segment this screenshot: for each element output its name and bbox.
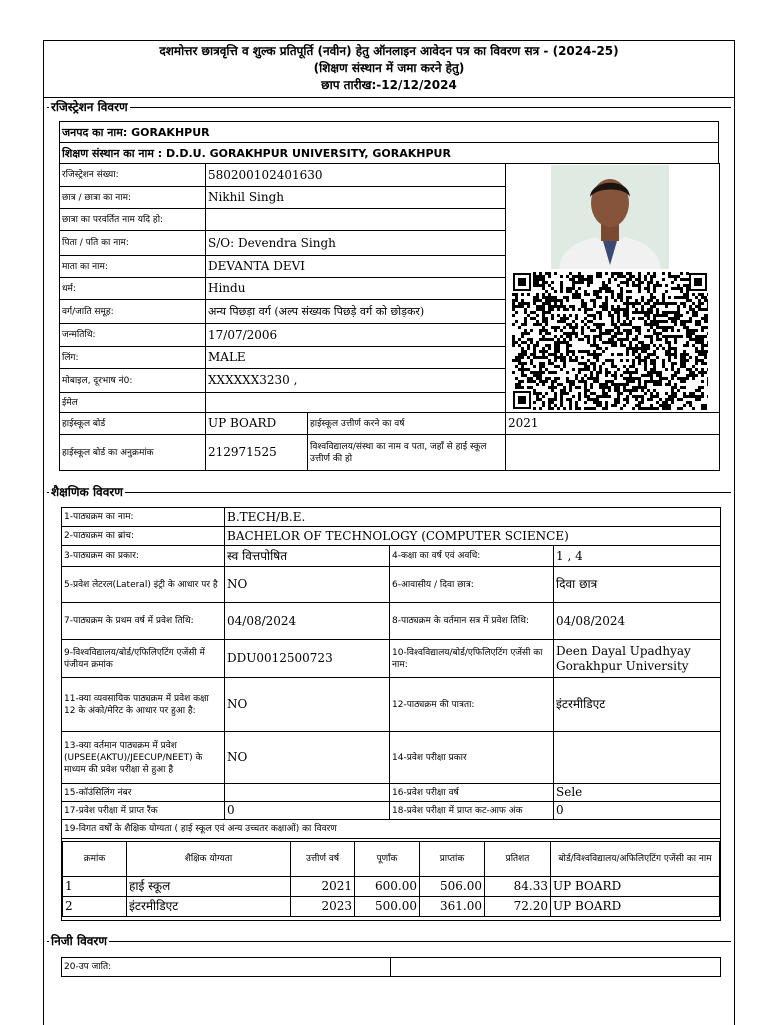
pair-label: 6-आवासीय / दिवा छात्र: (390, 567, 554, 603)
pair-label: 18-प्रवेश परीक्षा में प्राप्त कट-आफ अंक (390, 802, 554, 820)
col-header: क्रमांक (63, 842, 127, 877)
pair-label: 14-प्रवेश परीक्षा प्रकार (390, 732, 554, 784)
date-of-birth: 17/07/2006 (206, 324, 506, 347)
cell-year: 2021 (291, 877, 355, 897)
reg-label: ईमेल (60, 393, 206, 413)
col-header: प्राप्तांक (420, 842, 485, 877)
col-header: प्रतिशत (485, 842, 551, 877)
pair-label: 3-पाठ्यक्रम का प्रकार: (62, 546, 225, 567)
reg-label: जन्मतिथि: (60, 324, 206, 347)
branch-value: BACHELOR OF TECHNOLOGY (COMPUTER SCIENCE) (225, 527, 721, 546)
cell-obtained: 506.00 (420, 877, 485, 897)
reg-label: माता का नाम: (60, 256, 206, 278)
cell-year: 2023 (291, 897, 355, 917)
pair-value: DDU0012500723 (225, 640, 390, 678)
cell-percent: 72.20 (485, 897, 551, 917)
cell-percent: 84.33 (485, 877, 551, 897)
academic-section (47, 485, 731, 969)
father-name: S/O: Devendra Singh (206, 231, 506, 256)
reg-label: पिता / पति का नाम: (60, 231, 206, 256)
pair-label: 11-क्या व्यवसायिक पाठ्यक्रम में प्रवेश कक्षा 12 के अंको/मेरिट के आधार पर हुआ है: (62, 678, 225, 732)
past-education-cell (62, 839, 721, 921)
col-header: बोर्ड/विश्वविद्यालय/अफिलिएटिंग एजेंसी का नाम (551, 842, 720, 877)
pair-label: 16-प्रवेश परीक्षा वर्ष (390, 784, 554, 802)
registration-header-table (59, 121, 719, 164)
caste-group: अन्य पिछड़ा वर्ग (अल्प संख्यक पिछड़े वर्ग को छोड़कर) (206, 300, 506, 324)
pair-value: स्व वित्तपोषित (225, 546, 390, 567)
hs-univ-value (506, 435, 720, 471)
table-row (63, 877, 720, 897)
personal-legend: निजी विवरण (51, 934, 107, 948)
pair-label: 4-कक्षा का वर्ष एवं अवधि: (390, 546, 554, 567)
reg-label: रजिस्ट्रेशन संख्या: (60, 164, 206, 187)
pair-label: 15-कॉउंसिलिंग नंबर (62, 784, 225, 802)
form-subtitle: (शिक्षण संस्थान में जमा करने हेतु) (313, 61, 465, 75)
personal-section (47, 934, 731, 1022)
pair-value: 1 , 4 (554, 546, 721, 567)
pair-label: 7-पाठ्यक्रम के प्रथम वर्ष में प्रवेश तिथि: (62, 603, 225, 640)
pair-value: NO (225, 567, 390, 603)
cell-board: UP BOARD (551, 897, 720, 917)
pair-value: 0 (225, 802, 390, 820)
pair-value: 0 (554, 802, 721, 820)
pair-label: 13-क्या वर्तमान पाठ्यक्रम में प्रवेश (UPSEE(AKTU)/JEECUP/NEET) के माध्यम की प्रवेश परीक्षा से हुआ है (62, 732, 225, 784)
pair-value (225, 784, 390, 802)
header-divider (44, 97, 734, 98)
subcaste-value (391, 958, 721, 977)
hs-roll-value: 212971525 (206, 435, 308, 471)
col-header: शैक्षिक योग्यता (127, 842, 291, 877)
pair-label: 17-प्रवेश परीक्षा में प्राप्त रैंक (62, 802, 225, 820)
form-header (44, 41, 734, 94)
pair-value: 04/08/2024 (554, 603, 721, 640)
personal-table (61, 957, 721, 977)
application-form (43, 40, 735, 1025)
past-education-title: 19-विगत वर्षों के शैक्षिक योग्यता ( हाई स्कूल एवं अन्य उच्चतर कक्षाओं) का विवरण (62, 820, 721, 839)
reg-label: छात्र / छात्रा का नाम: (60, 187, 206, 209)
registration-section (47, 100, 731, 484)
registration-legend: रजिस्ट्रेशन विवरण (51, 100, 128, 114)
hs-year-label: हाईस्कूल उत्तीर्ण करने का वर्ष (308, 413, 506, 435)
cell-obtained: 361.00 (420, 897, 485, 917)
pair-label: 9-विश्वविद्यालय/बोर्ड/एफिलिएटिंग एजेंसी में पंजीयन क्रमांक (62, 640, 225, 678)
cell-board: UP BOARD (551, 877, 720, 897)
pair-value: इंटरमीडिएट (554, 678, 721, 732)
cell-qualification: इंटरमीडिएट (127, 897, 291, 917)
hs-board-value: UP BOARD (206, 413, 308, 435)
changed-name (206, 209, 506, 231)
institute-name: शिक्षण संस्थान का नाम : D.D.U. GORAKHPUR UNIVERSITY, GORAKHPUR (60, 143, 719, 164)
cell-serial: 1 (63, 877, 127, 897)
cell-max-marks: 600.00 (355, 877, 420, 897)
mother-name: DEVANTA DEVI (206, 256, 506, 278)
cell-serial: 2 (63, 897, 127, 917)
table-row (63, 897, 720, 917)
email (206, 393, 506, 413)
cell-max-marks: 500.00 (355, 897, 420, 917)
reg-label: छात्रा का परवर्तित नाम यदि हो: (60, 209, 206, 231)
reg-label: धर्म: (60, 278, 206, 300)
academic-legend: शैक्षणिक विवरण (51, 485, 123, 499)
student-photo (551, 165, 669, 269)
pair-label: 5-प्रवेश लेटरल(Lateral) इंट्री के आधार पर है (62, 567, 225, 603)
pair-label: 12-पाठ्यक्रम की पात्रता: (390, 678, 554, 732)
hs-univ-label: विश्वविद्यालय/संस्था का नाम व पता, जहाँ से हाई स्कूल उत्तीर्ण की हो (308, 435, 506, 471)
reg-label: लिंग: (60, 347, 206, 369)
branch-label: 2-पाठ्यक्रम का ब्रांच: (62, 527, 225, 546)
photo-qr-cell (506, 164, 720, 413)
registration-table (59, 163, 720, 471)
student-name: Nikhil Singh (206, 187, 506, 209)
qr-code (512, 272, 708, 410)
reg-label: वर्ग/जाति समूह: (60, 300, 206, 324)
hs-roll-label: हाईस्कूल बोर्ड का अनुक्रमांक (60, 435, 206, 471)
pair-value (554, 732, 721, 784)
form-title: दशमोत्तर छात्रवृत्ति व शुल्क प्रतिपूर्ति (नवीन) हेतु ऑनलाइन आवेदन पत्र का विवरण सत्र - (2024-25) (159, 44, 619, 58)
gender: MALE (206, 347, 506, 369)
registration-number: 580200102401630 (206, 164, 506, 187)
pair-value: 04/08/2024 (225, 603, 390, 640)
mobile: XXXXXX3230 , (206, 369, 506, 393)
course-name-value: B.TECH/B.E. (225, 508, 721, 527)
print-date: छाप तारीख:-12/12/2024 (321, 78, 457, 92)
col-header: पूर्णांक (355, 842, 420, 877)
pair-label: 10-विश्वविद्यालय/बोर्ड/एफिलिएटिंग एजेंसी का नाम: (390, 640, 554, 678)
academic-table (61, 507, 721, 921)
subcaste-label: 20-उप जाति: (62, 958, 391, 977)
pair-label: 8-पाठ्यक्रम के वर्तमान सत्र में प्रवेश तिथि: (390, 603, 554, 640)
hs-year-value: 2021 (506, 413, 720, 435)
pair-value: NO (225, 678, 390, 732)
col-header: उत्तीर्ण वर्ष (291, 842, 355, 877)
pair-value: NO (225, 732, 390, 784)
pair-value: Sele (554, 784, 721, 802)
hs-board-label: हाईस्कूल बोर्ड (60, 413, 206, 435)
course-name-label: 1-पाठ्यक्रम का नाम: (62, 508, 225, 527)
religion: Hindu (206, 278, 506, 300)
cell-qualification: हाई स्कूल (127, 877, 291, 897)
pair-value: Deen Dayal Upadhyay Gorakhpur University (554, 640, 721, 678)
pair-value: दिवा छात्र (554, 567, 721, 603)
reg-label: मोबाइल, दूरभाष नं0: (60, 369, 206, 393)
past-education-table (62, 841, 720, 917)
district-name: जनपद का नाम: GORAKHPUR (60, 122, 719, 143)
